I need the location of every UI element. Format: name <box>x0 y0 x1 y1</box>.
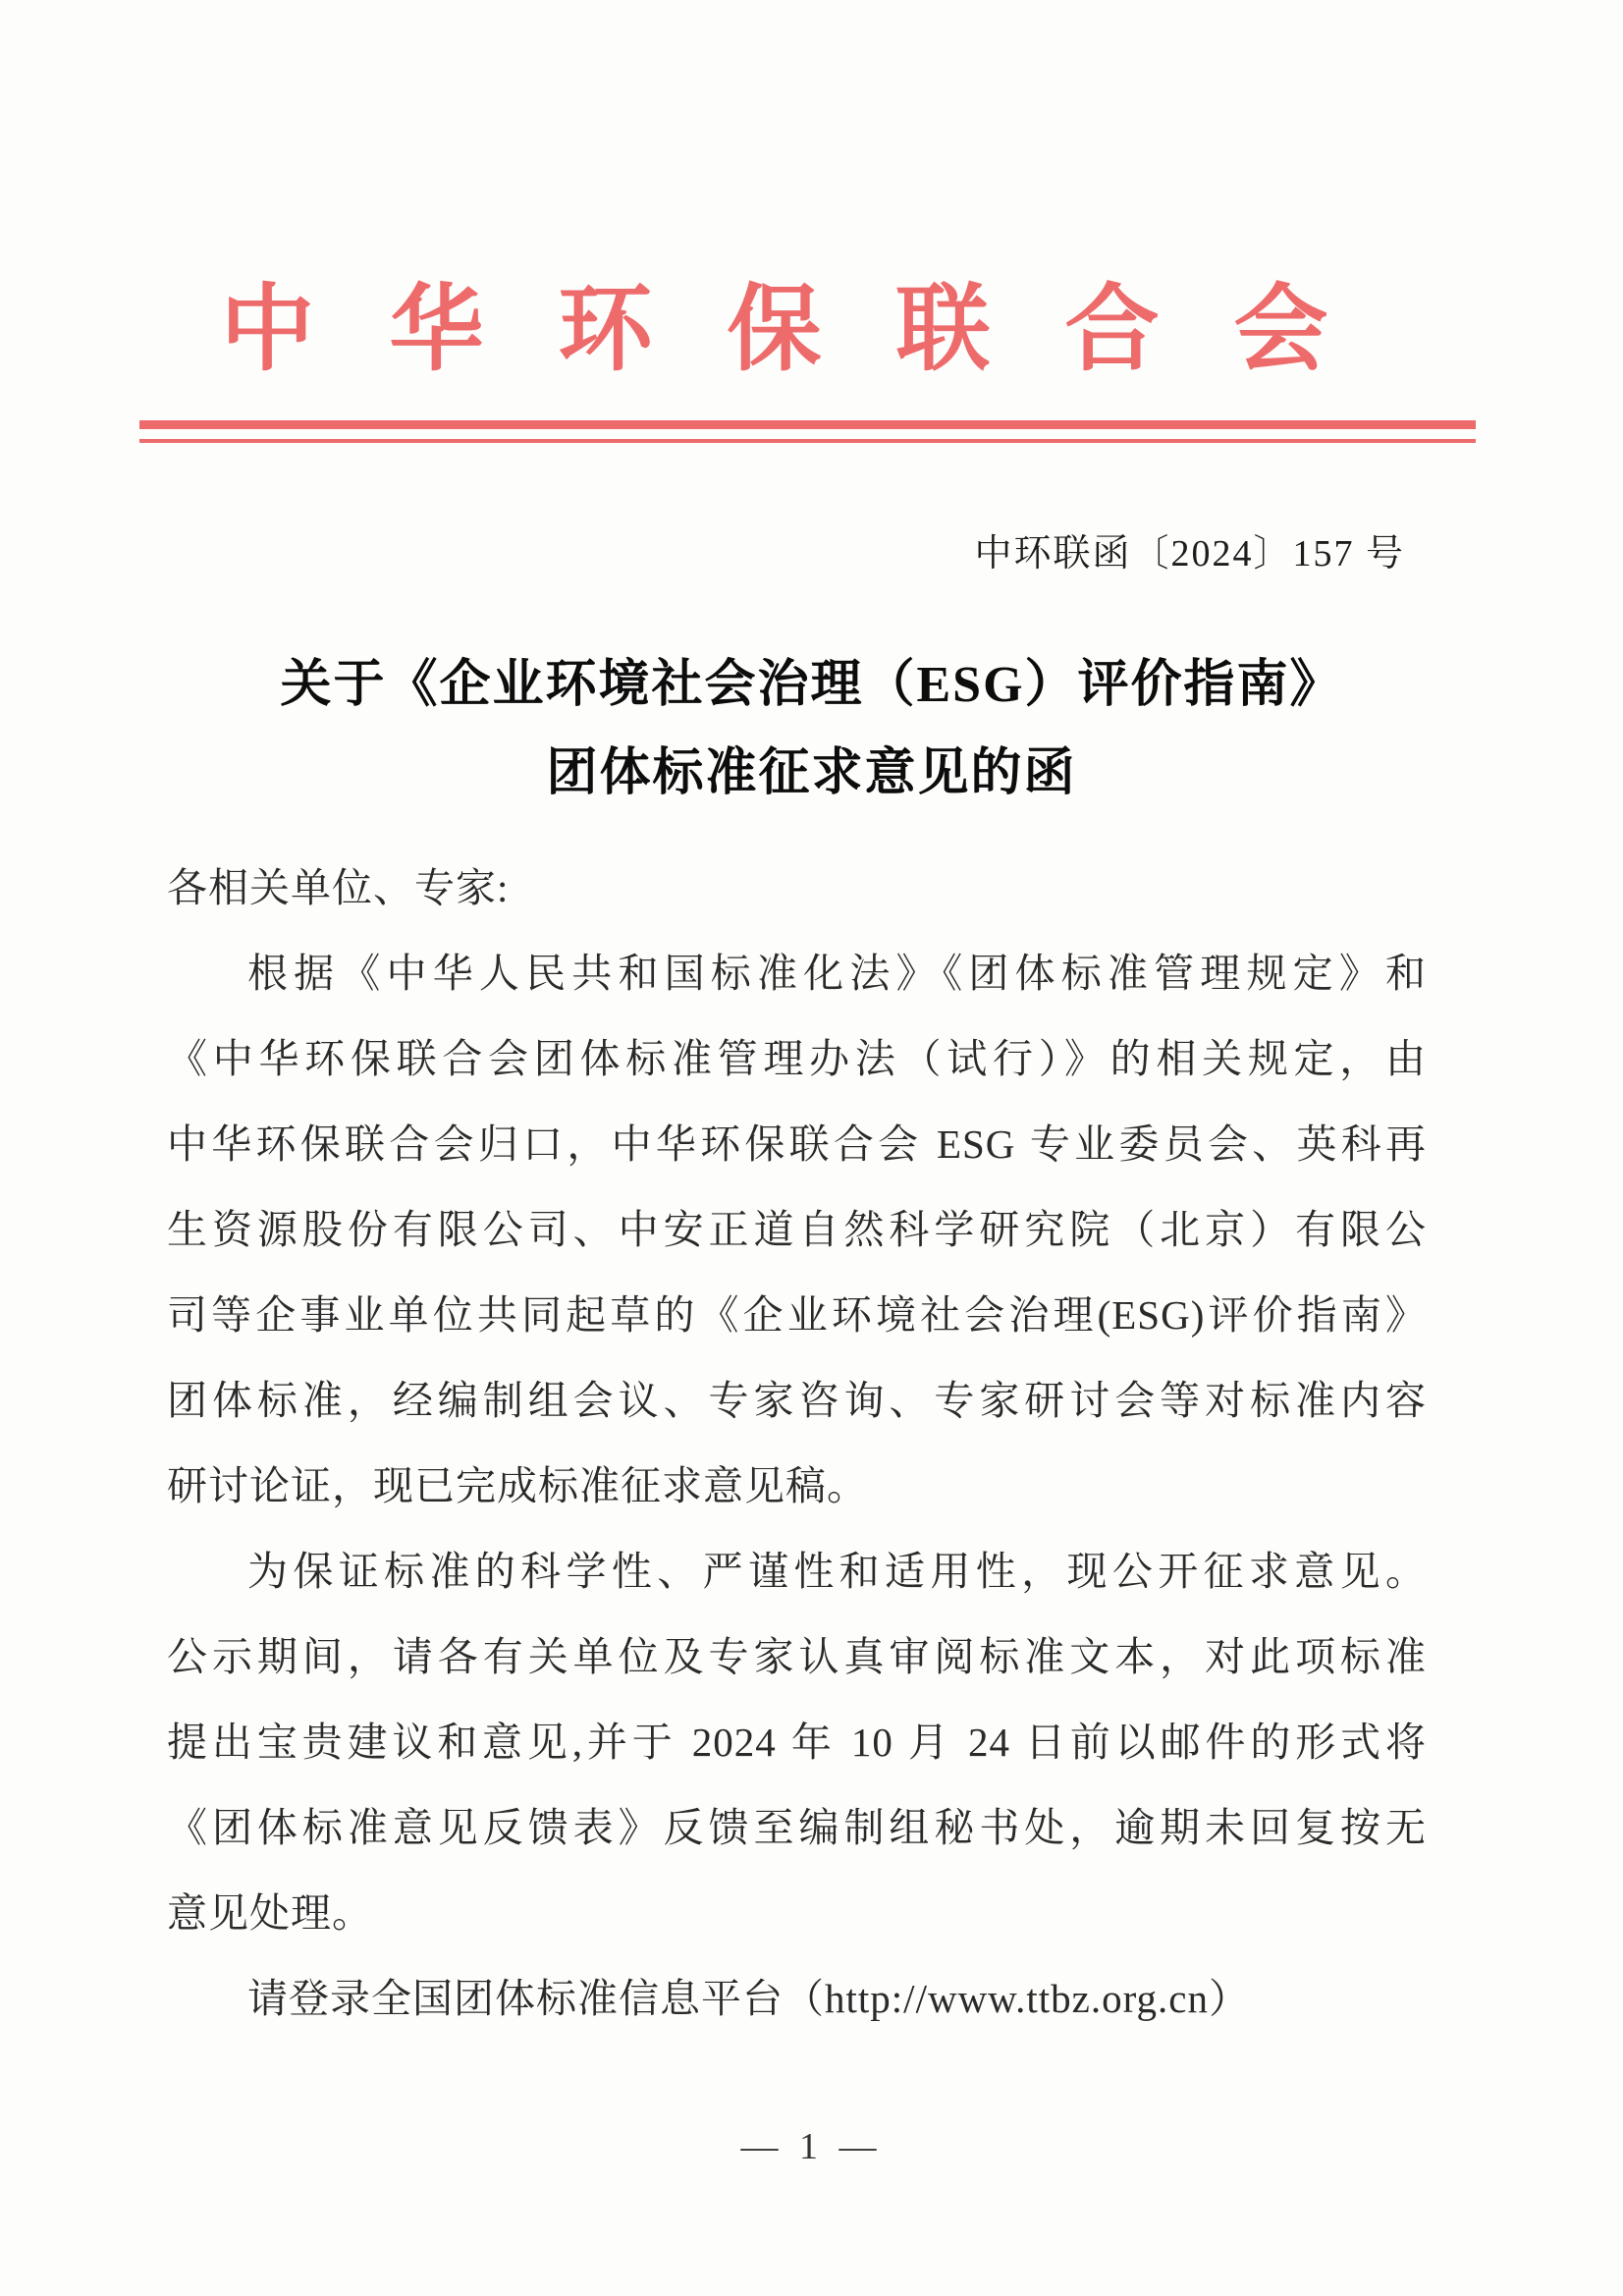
paragraph-2-line: 为保证标准的科学性、严谨性和适用性，现公开征求意见。 <box>247 1549 1427 1594</box>
salutation: 各相关单位、专家: <box>167 865 510 910</box>
paragraph-1-line: 《中华环保联合会团体标准管理办法（试行）》的相关规定，由 <box>167 1036 1427 1081</box>
paragraph-3-line: 请登录全国团体标准信息平台（http://www.ttbz.org.cn） <box>247 1976 1250 2021</box>
paragraph-2-line: 《团体标准意见反馈表》反馈至编制组秘书处，逾期未回复按无 <box>167 1805 1427 1850</box>
paragraph-2-line: 公示期间，请各有关单位及专家认真审阅标准文本，对此项标准 <box>167 1634 1427 1679</box>
paragraph-1-line: 生资源股份有限公司、中安正道自然科学研究院（北京）有限公 <box>167 1207 1427 1252</box>
paragraph-1-line: 根据《中华人民共和国标准化法》《团体标准管理规定》和 <box>247 951 1427 996</box>
paragraph-2-line: 意见处理。 <box>167 1890 373 1936</box>
document-title-line-2: 团体标准征求意见的函 <box>546 745 1077 801</box>
paragraph-1-line: 中华环保联合会归口，中华环保联合会 ESG 专业委员会、英科再 <box>167 1121 1427 1167</box>
paragraph-1-line: 司等企事业单位共同起草的《企业环境社会治理(ESG)评价指南》 <box>167 1292 1427 1338</box>
letterhead-rule-thin <box>139 439 1476 443</box>
document-title-line-1: 关于《企业环境社会治理（ESG）评价指南》 <box>280 657 1343 713</box>
paragraph-1-line: 团体标准，经编制组会议、专家咨询、专家研讨会等对标准内容 <box>167 1378 1427 1423</box>
page-number: — 1 — <box>740 2126 883 2167</box>
document-number: 中环联函〔2024〕157 号 <box>974 533 1405 574</box>
document-title <box>0 641 1623 818</box>
letterhead-org-name: 中华环保联合会 <box>220 277 1403 382</box>
letterhead-rule-thick <box>139 420 1476 429</box>
paragraph-1-line: 研讨论证，现已完成标准征求意见稿。 <box>167 1463 868 1508</box>
paragraph-2-line: 提出宝贵建议和意见,并于 2024 年 10 月 24 日前以邮件的形式将 <box>167 1720 1427 1765</box>
letter-body <box>0 846 1623 2042</box>
